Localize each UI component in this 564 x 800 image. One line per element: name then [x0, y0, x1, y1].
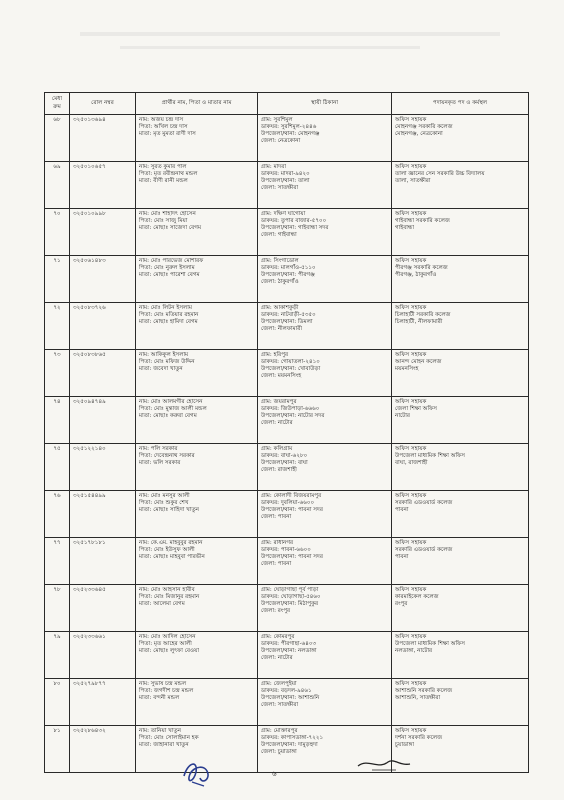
posting-cell — [392, 256, 529, 303]
name-line: মাতা: মোছাঃ সাজেদা বেগম — [139, 225, 202, 232]
table-row — [45, 632, 529, 679]
address-line: জেলা: নাটোর — [261, 420, 293, 427]
post-line: মোহনগঞ্জ, নেত্রকোনা — [395, 131, 443, 138]
permanent-address-cell — [258, 632, 392, 679]
name-line: মাতা: জাহানারা খাতুন — [139, 742, 189, 749]
post-line: অফিস সহায়ক — [395, 210, 427, 217]
address-line: উপজেলা/থানা: দামুড়হুদা — [261, 742, 318, 749]
address-line: উপজেলা/থানা: মোহনগঞ্জ — [261, 131, 320, 138]
address-line: গ্রাম: মাদরা — [261, 163, 286, 170]
table-row — [45, 162, 529, 209]
name-line: পিতা: মোঃ মুন্তাজ আলী মন্ডল — [139, 405, 207, 412]
post-line: নলডাঙ্গা, নাটোর — [395, 648, 433, 655]
name-line: পিতা: মোঃ ইউসুফ আলী — [139, 546, 195, 553]
table-row — [45, 115, 529, 162]
post-line: আনন্দ মোহন কলেজ — [395, 358, 442, 365]
table-row — [45, 350, 529, 397]
merit-serial-cell: ৭৭ — [45, 538, 70, 585]
address-line: গ্রাম: হরিপুর — [261, 351, 289, 358]
name-line: মাতা: মোছাঃ সাহিদা খাতুন — [139, 507, 200, 514]
name-line: নাম: তানিয়া খাতুন — [139, 727, 182, 734]
name-line: নাম: মোঃ শাহাদৎ হোসেন — [139, 210, 196, 217]
name-line: পিতা: মোঃ সোলাইমান হক — [139, 734, 199, 741]
candidate-name-cell — [136, 679, 258, 726]
page-number: ৬ — [272, 770, 277, 778]
permanent-address-cell — [258, 256, 392, 303]
permanent-address-cell — [258, 209, 392, 256]
roll-number-cell: ৩২৫১৫৪৪৯৯ — [70, 491, 136, 538]
post-line: অফিস সহায়ক — [395, 727, 427, 734]
post-line: অফিস সহায়ক — [395, 398, 427, 405]
name-line: পিতা: দেবেন্দ্রনাথ সরকার — [139, 452, 195, 459]
table-row — [45, 444, 529, 491]
post-line: আশাশুনি সরকারি কলেজ — [395, 687, 453, 694]
posting-cell — [392, 397, 529, 444]
candidate-name-cell — [136, 585, 258, 632]
name-line: মাতা: বন্দনী মন্ডল — [139, 695, 180, 702]
table-row — [45, 256, 529, 303]
post-line: পীরগঞ্জ সরকারি কলেজ — [395, 264, 448, 271]
post-line: অফিস সহায়ক — [395, 492, 427, 499]
merit-serial-cell: ৭৫ — [45, 444, 70, 491]
post-line: নাটোর — [395, 413, 410, 420]
candidate-name-cell — [136, 397, 258, 444]
post-line: তালা, সাতক্ষীরা — [395, 178, 431, 185]
name-line: মাতা: মৃত মুমতা রাণী দাস — [139, 131, 196, 138]
address-line: গ্রাম: কোমরপুর — [261, 633, 295, 640]
post-line: পীরগঞ্জ, ঠাকুরগাঁও — [395, 272, 437, 279]
name-line: নাম: মোঃ লিটন ইসলাম — [139, 304, 192, 311]
post-line: ময়মনসিংহ — [395, 366, 419, 373]
post-line: উপজেলা মাধ্যমিক শিক্ষা অফিস — [395, 640, 465, 647]
post-line: অফিস সহায়ক — [395, 116, 427, 123]
address-line: উপজেলা/থানা: তালা — [261, 178, 310, 185]
roll-number-cell: ৩২৫১৭৮১৮১ — [70, 538, 136, 585]
address-line: ডাকঘর: মাদরা-৯৪২০ — [261, 170, 310, 177]
address-line: জেলা: সাতক্ষীরা — [261, 185, 299, 192]
address-line: জেলা: ঠাকুরগাঁও — [261, 279, 299, 286]
scan-bleed-through — [80, 22, 500, 62]
name-line: পিতা: জগদীশ চন্দ্র মন্ডল — [139, 687, 194, 694]
post-line: পাবনা — [395, 554, 409, 561]
address-line: গ্রাম: কোলাদী বিজয়রামপুর — [261, 492, 322, 499]
address-line: গ্রাম: দক্ষিণ ঘাগোয়া — [261, 210, 306, 217]
name-line: নাম: মোঃ আদিল হোসেন — [139, 633, 196, 640]
roll-number-cell: ৩২৫০৬১৪৮৩ — [70, 256, 136, 303]
merit-serial-cell: ৭১ — [45, 256, 70, 303]
posting-cell — [392, 350, 529, 397]
address-line: ডাকঘর: সুরশিমুল-২৪৪৬ — [261, 123, 317, 130]
permanent-address-cell — [258, 397, 392, 444]
post-line: অফিস সহায়ক — [395, 633, 427, 640]
address-line: উপজেলা/থানা: মিঠাপুকুর — [261, 601, 319, 608]
permanent-address-cell — [258, 350, 392, 397]
roll-number-cell: ৩২৫০১০৬৫৭ — [70, 162, 136, 209]
post-line: অফিস সহায়ক — [395, 680, 427, 687]
table-body — [45, 115, 529, 773]
address-line: জেলা: রংপুর — [261, 608, 291, 615]
post-line: চুয়াডাঙ্গা — [395, 742, 415, 749]
post-line: মোহনগঞ্জ সরকারি কলেজ — [395, 123, 453, 130]
address-line: উপজেলা/থানা: নলডাঙ্গা — [261, 648, 317, 655]
merit-list-table — [44, 92, 529, 773]
address-line: গ্রাম: আকাশকুড়ী — [261, 304, 299, 311]
address-line: ডাকঘর: দুবলিয়া-৬৬০০ — [261, 499, 315, 506]
merit-serial-cell: ৭৩ — [45, 350, 70, 397]
name-line: নাম: সুরত কুমার পাল — [139, 163, 187, 170]
name-line: মাতা: মোছাঃ পারেশা বেগম — [139, 272, 200, 279]
merit-serial-cell: ৬৯ — [45, 162, 70, 209]
roll-number-cell: ৩২৫২৭৯৮৭৭ — [70, 679, 136, 726]
name-line: পিতা: মোঃ মিজানুর রহমান — [139, 593, 200, 600]
address-line: উপজেলা/থানা: বাঘা — [261, 460, 308, 467]
table-row — [45, 679, 529, 726]
name-line: মাতা: ভলি সরকার — [139, 460, 181, 467]
permanent-address-cell — [258, 444, 392, 491]
merit-serial-cell: ৭২ — [45, 303, 70, 350]
address-line: উপজেলা/থানা: নাটোর সদর — [261, 413, 325, 420]
post-line: বাঘা, রাজশাহী — [395, 460, 428, 467]
address-line: জেলা: পাবনা — [261, 561, 292, 568]
signature-left — [178, 756, 218, 790]
permanent-address-cell — [258, 585, 392, 632]
name-line: নাম: মোঃ মনসুর আলী — [139, 492, 190, 499]
post-line: গাইবান্ধা সরকারি কলেজ — [395, 217, 450, 224]
address-line: উপজেলা/থানা: আশাশুনি — [261, 695, 320, 702]
address-line: ডাকঘর: কাপাসডাঙ্গা-৭২২১ — [261, 734, 324, 741]
name-line: মাতা: মোছাঃ মাহবুবা পারভীন — [139, 554, 205, 561]
table-row — [45, 209, 529, 256]
name-line: পিতা: মোঃ শুকুর শেখ — [139, 499, 189, 506]
table-row — [45, 726, 529, 773]
post-line: রংপুর — [395, 601, 408, 608]
name-line: পিতা: মৃত রবীন্দ্রনাথ মন্ডল — [139, 170, 198, 177]
address-line: ডাকঘর: পাবনা-৬৬০০ — [261, 546, 311, 553]
address-line: উপজেলা/থানা: খোবাউড়া — [261, 366, 321, 373]
merit-serial-cell: ৮১ — [45, 726, 70, 773]
post-line: চিলাহাটী সরকারি কলেজ — [395, 311, 451, 318]
name-line: নাম: আকিকুল ইসলাম — [139, 351, 189, 358]
permanent-address-cell — [258, 115, 392, 162]
address-line: উপজেলা/থানা: পাবনা সদর — [261, 507, 323, 514]
table-row — [45, 491, 529, 538]
candidate-name-cell — [136, 115, 258, 162]
roll-number-cell: ৩২৫২৩৩৬৪৫ — [70, 585, 136, 632]
address-line: উপজেলা/থানা: গাইবান্ধা সদর — [261, 225, 329, 232]
header-address: স্থায়ী ঠিকানা — [258, 93, 392, 115]
candidate-name-cell — [136, 632, 258, 679]
address-line: ডাকঘর: ঘোড়াগাছা-৫৪৬০ — [261, 593, 321, 600]
address-line: গ্রাম: ঘোড়াগাছা পূর্ব পাড়া — [261, 586, 319, 593]
address-line: জেলা: নাটোর — [261, 655, 293, 662]
merit-serial-cell: ৭৮ — [45, 585, 70, 632]
address-line: ডাকঘর: মালগাঁও-৫১১০ — [261, 264, 316, 271]
candidate-name-cell — [136, 303, 258, 350]
address-line: গ্রাম: রাধানগর — [261, 539, 294, 546]
candidate-name-cell — [136, 209, 258, 256]
address-line: জেলা: রাজশাহী — [261, 467, 297, 474]
name-line: পিতা: মোঃ নুরুল ইসলাম — [139, 264, 195, 271]
posting-cell — [392, 632, 529, 679]
header-serial: মেধা ক্রম — [45, 93, 70, 115]
name-line: নাম: মোঃ পারভেজ মোশারফ — [139, 257, 204, 264]
posting-cell — [392, 162, 529, 209]
post-line: অফিস সহায়ক — [395, 257, 427, 264]
address-line: উপজেলা/থানা: ডিমলা — [261, 319, 313, 326]
posting-cell — [392, 444, 529, 491]
post-line: অফিস সহায়ক — [395, 351, 427, 358]
name-line: পিতা: অখিল চন্দ্র দাস — [139, 123, 188, 130]
address-line: জেলা: চুয়াডাঙ্গা — [261, 749, 297, 756]
post-line: আশাশুনি, সাতক্ষীরা — [395, 695, 441, 702]
merit-serial-cell: ৭৪ — [45, 397, 70, 444]
address-line: জেলা: সাতক্ষীরা — [261, 702, 299, 709]
header-name: প্রার্থীর নাম, পিতা ও মাতার নাম — [136, 93, 258, 115]
post-line: সরকারি এডওয়ার্ড কলেজ — [395, 499, 453, 506]
candidate-name-cell — [136, 162, 258, 209]
permanent-address-cell — [258, 679, 392, 726]
name-line: নাম: সুভাষ চন্দ্র মন্ডল — [139, 680, 187, 687]
address-line: ডাকঘর: বড়দল-৯৪৬১ — [261, 687, 312, 694]
address-line: ডাকঘর: গোয়াতলা-২৪১০ — [261, 358, 320, 365]
address-line: গ্রাম: সুরশিমুল — [261, 116, 293, 123]
address-line: ডাকঘর: জিউপাড়া-৬৬৬০ — [261, 405, 320, 412]
address-line: উপজেলা/থানা: পীরগঞ্জ — [261, 272, 315, 279]
candidate-name-cell — [136, 491, 258, 538]
address-line: গ্রাম: জয়রামপুর — [261, 398, 297, 405]
merit-serial-cell: ৭০ — [45, 209, 70, 256]
address-line: ডাকঘর: পীরগাছা-৬৪০৩ — [261, 640, 317, 647]
candidate-name-cell — [136, 256, 258, 303]
posting-cell — [392, 209, 529, 256]
name-line: নাম: পলি সরকার — [139, 445, 178, 452]
post-line: উপজেলা মাধ্যমিক শিক্ষা অফিস — [395, 452, 465, 459]
name-line: নাম: মোঃ আলমগীর হোসেন — [139, 398, 203, 405]
roll-number-cell: ৩২৫১২২১৪০ — [70, 444, 136, 491]
name-line: নাম: অজয় চন্দ্র দাস — [139, 116, 184, 123]
address-line: জেলা: ময়মনসিংহ — [261, 373, 302, 380]
address-line: জেলা: পাবনা — [261, 514, 292, 521]
post-line: অফিস সহায়ক — [395, 304, 427, 311]
table-row — [45, 397, 529, 444]
name-line: নাম: মোঃ আহসান হাবীব — [139, 586, 195, 593]
roll-number-cell: ৩২৫০৯৪৭৪৯ — [70, 397, 136, 444]
post-line: অফিস সহায়ক — [395, 163, 427, 170]
post-line: তালা জ্ঞানের সেন সরকারি উচ্চ বিদ্যালয় — [395, 170, 485, 177]
merit-serial-cell: ৮০ — [45, 679, 70, 726]
name-line: মাতা: আলেমা বেগম — [139, 601, 185, 608]
roll-number-cell: ৩২৫২৮৬৪৩২ — [70, 726, 136, 773]
candidate-name-cell — [136, 444, 258, 491]
address-line: উপজেলা/থানা: পাবনা সদর — [261, 554, 323, 561]
post-line: পাবনা — [395, 507, 409, 514]
merit-serial-cell: ৭৬ — [45, 491, 70, 538]
post-line: জেলা শিক্ষা অফিস — [395, 405, 437, 412]
address-line: ডাকঘর: বাঘা-৬২৮০ — [261, 452, 308, 459]
address-line: ডাকঘর: তুপার বাজার-৫৭০০ — [261, 217, 327, 224]
permanent-address-cell — [258, 491, 392, 538]
merit-serial-cell: ৬৮ — [45, 115, 70, 162]
address-line: গ্রাম: জেলপুইয়া — [261, 680, 297, 687]
merit-serial-cell: ৭৯ — [45, 632, 70, 679]
header-roll: রোল নম্বর — [70, 93, 136, 115]
post-line: অফিস সহায়ক — [395, 586, 427, 593]
address-line: গ্রাম: মোক্তারপুর — [261, 727, 298, 734]
address-line: জেলা: গাইবান্ধা — [261, 232, 297, 239]
address-line: জেলা: নীলফামারী — [261, 326, 302, 333]
table-header-row — [45, 93, 529, 115]
posting-cell — [392, 679, 529, 726]
table-row — [45, 303, 529, 350]
post-line: দর্শনা সরকারি কলেজ — [395, 734, 443, 741]
address-line: গ্রাম: সিংগাডোল — [261, 257, 299, 264]
table-row — [45, 585, 529, 632]
roll-number-cell: ৩২৫০১৩৬৯৪ — [70, 115, 136, 162]
roll-number-cell: ৩২৫০১০৯৯৮ — [70, 209, 136, 256]
posting-cell — [392, 538, 529, 585]
roll-number-cell: ৩২৫০৮৩৮৬৫ — [70, 350, 136, 397]
posting-cell — [392, 115, 529, 162]
address-line: গ্রাম: কলিগ্রাম — [261, 445, 293, 452]
candidate-name-cell — [136, 350, 258, 397]
post-line: চিলাহাটী, নীলফামারী — [395, 319, 443, 326]
post-line: কারমাইকেল কলেজ — [395, 593, 439, 600]
name-line: মাতা: মোছাঃ করুরা বেগম — [139, 413, 197, 420]
name-line: পিতা: মোঃ মফিজ উদ্দিন — [139, 358, 195, 365]
candidate-name-cell — [136, 538, 258, 585]
name-line: মাতা: মোছাঃ লুৎফা বেওয়া — [139, 648, 200, 655]
name-line: পিতা: মৃত আহের আলী — [139, 640, 192, 647]
name-line: নাম: কে.এম. মাহবুবুর রহমান — [139, 539, 203, 546]
name-line: পিতা: মোঃ সাজু মিয়া — [139, 217, 188, 224]
posting-cell — [392, 303, 529, 350]
permanent-address-cell — [258, 538, 392, 585]
roll-number-cell: ৩২৫২৩৩৬৬১ — [70, 632, 136, 679]
table-row — [45, 538, 529, 585]
permanent-address-cell — [258, 303, 392, 350]
post-line: সরকারি এডওয়ার্ড কলেজ — [395, 546, 453, 553]
roll-number-cell: ৩২৫০৮৩৭২৬ — [70, 303, 136, 350]
name-line: মাতা: মোছাঃ হামিদা বেগম — [139, 319, 198, 326]
address-line: ডাকঘর: নাটবাড়ী-৫৩৫০ — [261, 311, 316, 318]
posting-cell — [392, 491, 529, 538]
post-line: অফিস সহায়ক — [395, 445, 427, 452]
permanent-address-cell — [258, 162, 392, 209]
post-line: গাইবান্ধা — [395, 225, 414, 232]
address-line: জেলা: নেত্রকোনা — [261, 138, 301, 145]
posting-cell — [392, 585, 529, 632]
name-line: মাতা: বীণী রানী মন্ডল — [139, 178, 188, 185]
name-line: মাতা: জবেদা খাতুন — [139, 366, 183, 373]
post-line: অফিস সহায়ক — [395, 539, 427, 546]
header-post: পদায়নকৃত পদ ও কর্মস্থল — [392, 93, 529, 115]
signature-right — [354, 752, 414, 776]
name-line: পিতা: মোঃ মতিয়ার রহমান — [139, 311, 199, 318]
